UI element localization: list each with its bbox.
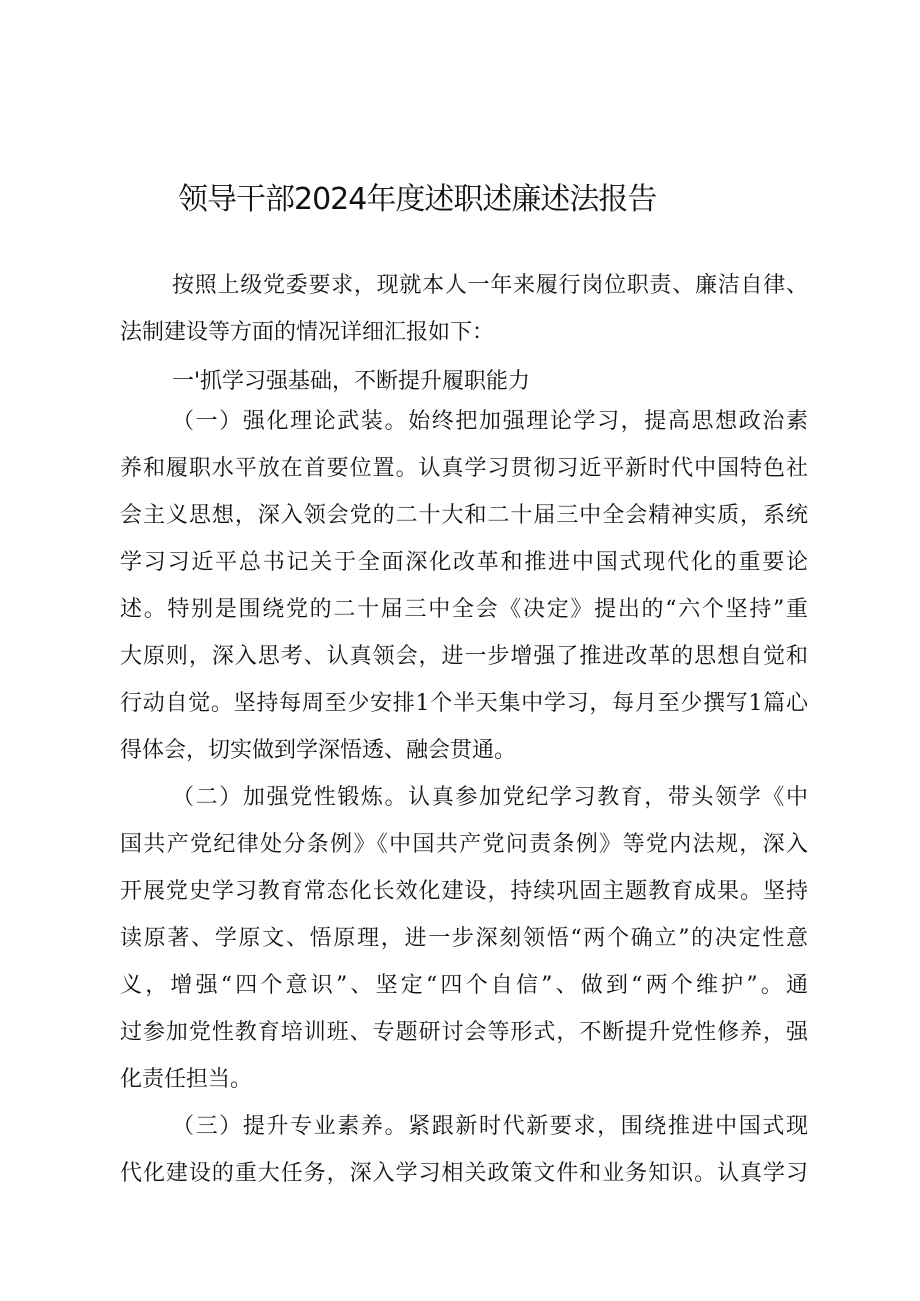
paragraph-line: （三）提升专业素养。紧跟新时代新要求，围绕推进中国式现 xyxy=(172,1114,808,1139)
paragraph-line: 行动自觉。坚持每周至少安排1个半天集中学习，每月至少撰写1篇心 xyxy=(120,691,808,716)
paragraph-line: 读原著、学原文、悟原理，进一步深刻领悟“两个确立”的决定性意 xyxy=(120,926,808,951)
paragraph-line: 学习习近平总书记关于全面深化改革和推进中国式现代化的重要论 xyxy=(120,550,808,575)
paragraph-line: 述。特别是围绕党的二十届三中全会《决定》提出的“六个坚持”重 xyxy=(120,597,808,622)
intro-line: 法制建设等方面的情况详细汇报如下： xyxy=(120,320,495,345)
paragraph-line: 开展党史学习教育常态化长效化建设，持续巩固主题教育成果。坚持 xyxy=(120,879,808,904)
intro-line: 按照上级党委要求，现就本人一年来履行岗位职责、廉洁自律、 xyxy=(172,273,808,298)
paragraph-line: 化责任担当。 xyxy=(120,1067,253,1092)
paragraph-line: 养和履职水平放在首要位置。认真学习贯彻习近平新时代中国特色社 xyxy=(120,456,808,481)
paragraph-line: （一）强化理论武装。始终把加强理论学习，提高思想政治素 xyxy=(172,409,808,434)
paragraph-line: 国共产党纪律处分条例》《中国共产党问责条例》等党内法规，深入 xyxy=(120,832,808,857)
paragraph-line: 得体会，切实做到学深悟透、融会贯通。 xyxy=(120,738,517,763)
paragraph-line: （二）加强党性锻炼。认真参加党纪学习教育，带头领学《中 xyxy=(172,785,808,810)
paragraph-line: 会主义思想，深入领会党的二十大和二十届三中全会精神实质，系统 xyxy=(120,503,808,528)
paragraph-line: 大原则，深入思考、认真领会，进一步增强了推进改革的思想自觉和 xyxy=(120,644,808,669)
paragraph-line: 代化建设的重大任务，深入学习相关政策文件和业务知识。认真学习 xyxy=(120,1161,808,1186)
paragraph-line: 义，增强“四个意识”、坚定“四个自信”、做到“两个维护”。通 xyxy=(120,973,808,998)
document-title: 领导干部2024年度述职述廉述法报告 xyxy=(178,182,657,217)
section-1-heading: 一'抓学习强基础，不断提升履职能力 xyxy=(172,369,531,394)
paragraph-line: 过参加党性教育培训班、专题研讨会等形式，不断提升党性修养，强 xyxy=(120,1020,808,1045)
